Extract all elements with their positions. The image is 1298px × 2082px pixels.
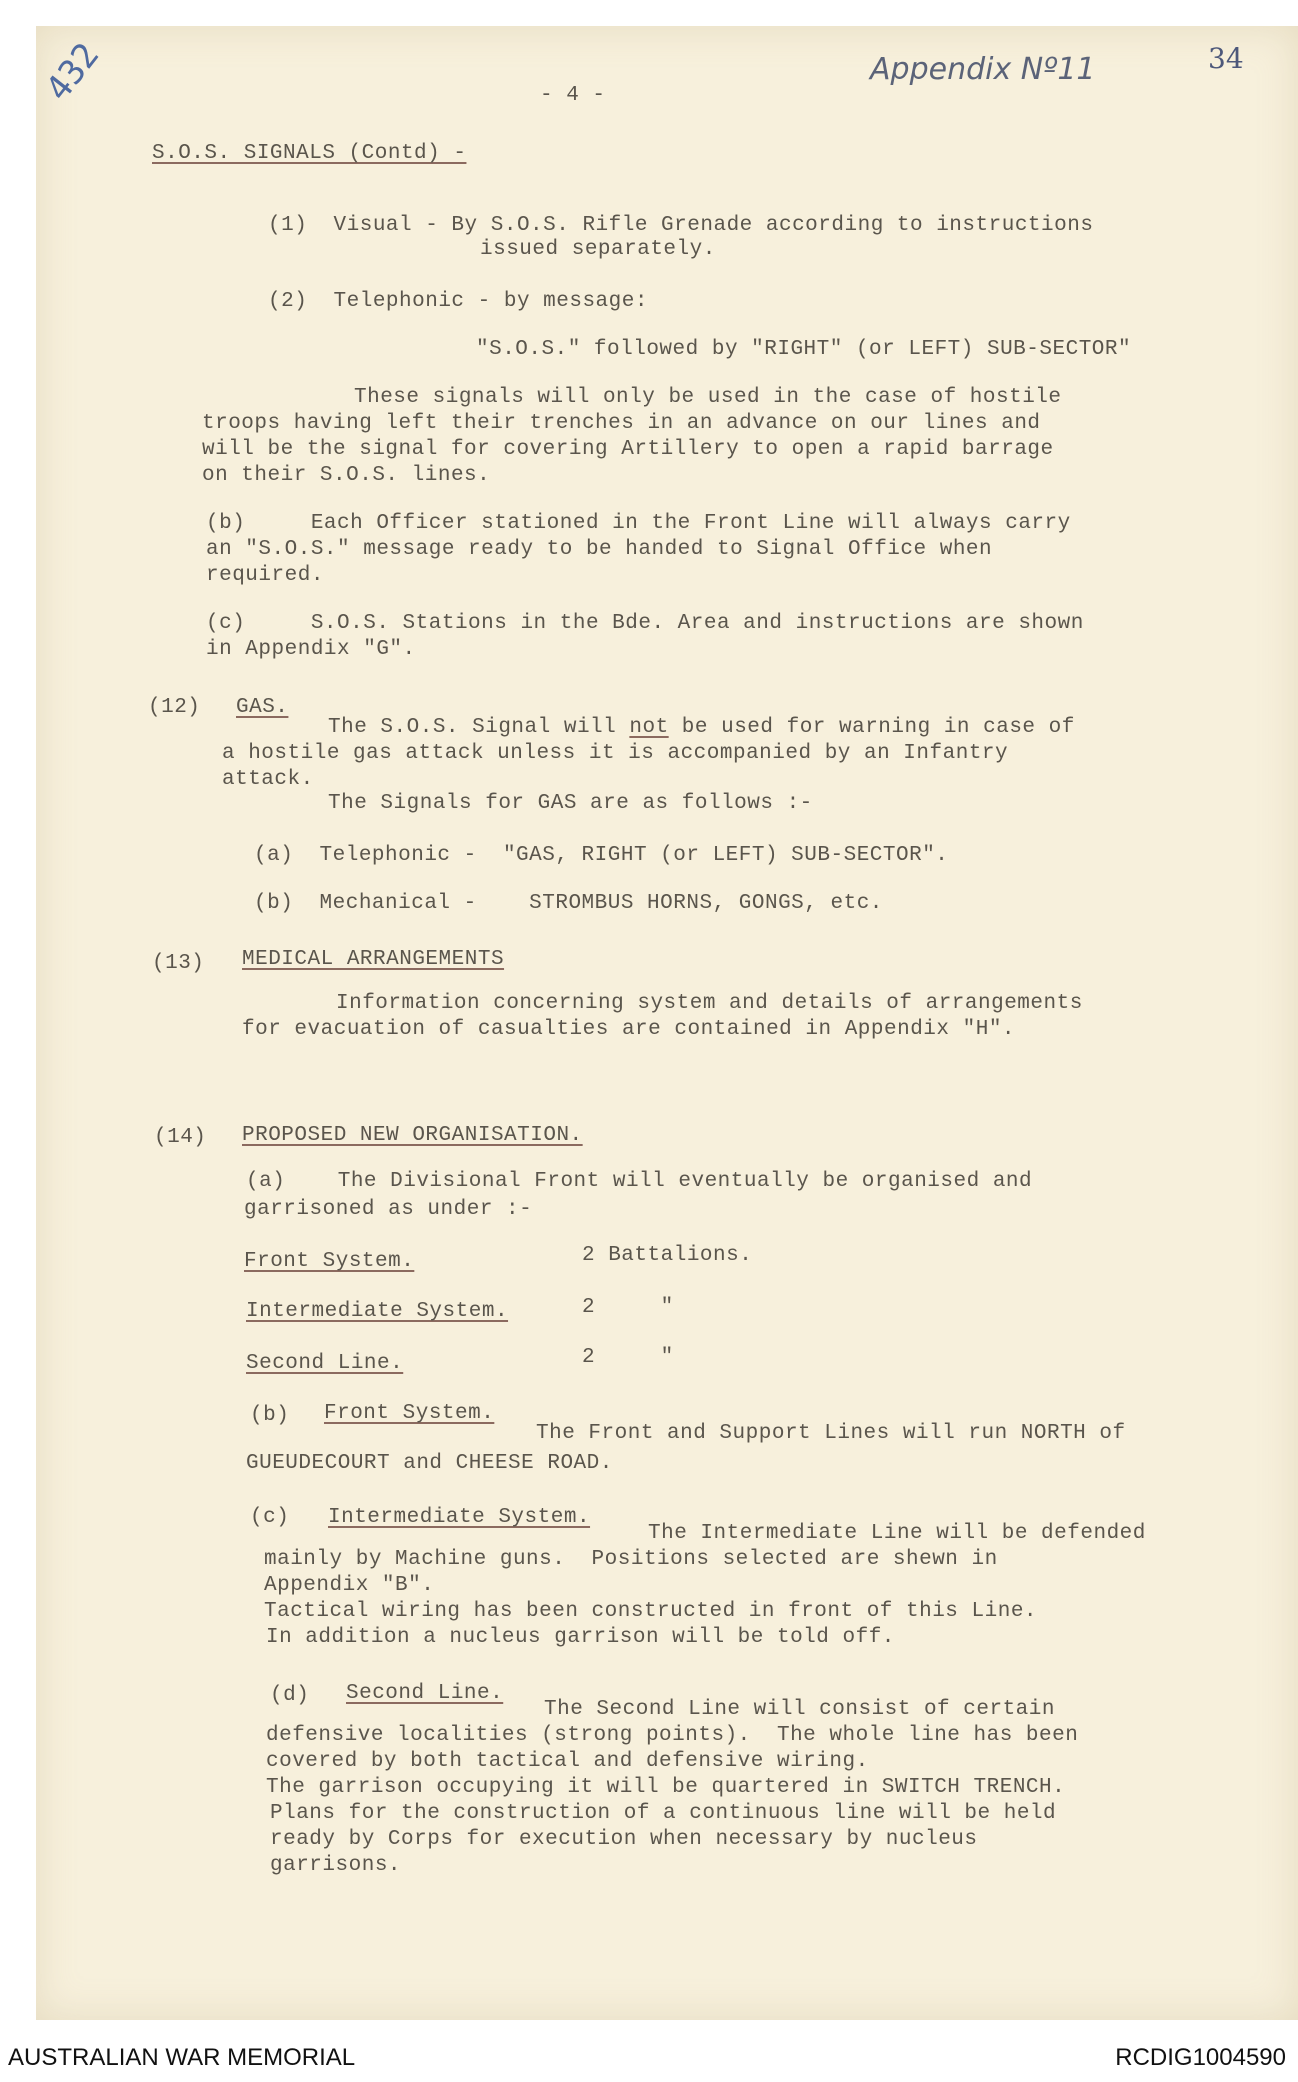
text-line: The Second Line will consist of certain	[544, 1698, 1055, 1721]
item-heading: Intermediate System.	[328, 1506, 591, 1529]
item-number: (b)	[250, 1404, 290, 1427]
text-line: covered by both tactical and defensive wiring.	[266, 1750, 869, 1773]
text-line: on their S.O.S. lines.	[202, 464, 491, 487]
text-line: The Signals for GAS are as follows :-	[328, 792, 813, 815]
text-line: (a) Telephonic - "GAS, RIGHT (or LEFT) SUB-SECTOR".	[254, 844, 949, 867]
text-line: The garrison occupying it will be quartered in SWITCH TRENCH.	[266, 1776, 1066, 1799]
front-system-label: Front System.	[244, 1250, 415, 1273]
text-line: issued separately.	[480, 238, 716, 261]
section-heading: S.O.S. SIGNALS (Contd) -	[152, 142, 467, 165]
text-line: garrisoned as under :-	[244, 1198, 533, 1221]
text-line: Plans for the construction of a continuous line will be held	[270, 1802, 1057, 1825]
page-number: - 4 -	[540, 84, 606, 107]
text-line: (b) Mechanical - STROMBUS HORNS, GONGS, etc.	[254, 892, 883, 915]
text-line: a hostile gas attack unless it is accompanied by an Infantry	[222, 742, 1009, 765]
text-line: Appendix "B".	[264, 1574, 435, 1597]
text-line: (b) Each Officer stationed in the Front Line will always carry	[206, 512, 1071, 535]
archive-stamp-number: 432	[38, 35, 108, 109]
intermediate-system-value: 2 "	[582, 1296, 674, 1319]
text-line: (1) Visual - By S.O.S. Rifle Grenade according to instructions	[268, 214, 1094, 237]
item-number: (c)	[250, 1506, 290, 1529]
item-number: (14)	[154, 1126, 207, 1149]
item-heading: PROPOSED NEW ORGANISATION.	[242, 1124, 583, 1147]
text-line: Tactical wiring has been constructed in front of this Line.	[264, 1600, 1038, 1623]
intermediate-system-label: Intermediate System.	[246, 1300, 509, 1323]
text-line: The Front and Support Lines will run NORTH of	[536, 1422, 1126, 1445]
text-line: ready by Corps for execution when necessary by nucleus	[270, 1828, 978, 1851]
text-line: troops having left their trenches in an advance on our lines and	[202, 412, 1041, 435]
text-line: will be the signal for covering Artillery to open a rapid barrage	[202, 438, 1054, 461]
text-line: (a) The Divisional Front will eventually be organised and	[246, 1170, 1033, 1193]
text-line: (c) S.O.S. Stations in the Bde. Area and instructions are shown	[206, 612, 1084, 635]
text-line: Information concerning system and details of arrangements	[336, 992, 1083, 1015]
item-number: (13)	[152, 952, 205, 975]
text-line: garrisons.	[270, 1854, 402, 1877]
text-part: The S.O.S. Signal will	[328, 716, 617, 739]
text-line: These signals will only be used in the case of hostile	[354, 386, 1062, 409]
front-system-value: 2 Battalions.	[582, 1244, 753, 1267]
second-line-value: 2 "	[582, 1346, 674, 1369]
text-line: mainly by Machine guns. Positions selected are shewn in	[264, 1548, 998, 1571]
folio-number: 34	[1208, 42, 1244, 75]
text-line: GUEUDECOURT and CHEESE ROAD.	[246, 1452, 613, 1475]
appendix-label: Appendix Nº11	[870, 52, 1096, 87]
item-heading: Second Line.	[346, 1682, 504, 1705]
emphasis-not: not	[629, 716, 669, 739]
text-line: defensive localities (strong points). The whole line has been	[266, 1724, 1079, 1747]
item-number: (12)	[148, 696, 201, 719]
item-heading: GAS.	[236, 696, 289, 719]
text-line: an "S.O.S." message ready to be handed to Signal Office when	[206, 538, 993, 561]
text-line: attack.	[222, 768, 314, 791]
text-line: The Intermediate Line will be defended	[648, 1522, 1146, 1545]
text-line: In addition a nucleus garrison will be told off.	[266, 1626, 895, 1649]
footer-institution: AUSTRALIAN WAR MEMORIAL	[8, 2044, 356, 2071]
second-line-label: Second Line.	[246, 1352, 404, 1375]
text-line	[328, 716, 1075, 739]
item-heading: Front System.	[324, 1402, 495, 1425]
text-line: "S.O.S." followed by "RIGHT" (or LEFT) SUB-SECTOR"	[476, 338, 1132, 361]
text-line: required.	[206, 564, 324, 587]
item-number: (d)	[270, 1684, 310, 1707]
item-heading: MEDICAL ARRANGEMENTS	[242, 948, 505, 971]
text-line: (2) Telephonic - by message:	[268, 290, 648, 313]
text-line: in Appendix "G".	[206, 638, 416, 661]
footer-identifier: RCDIG1004590	[1115, 2044, 1286, 2071]
text-part: be used for warning in case of	[681, 716, 1075, 739]
text-line: for evacuation of casualties are contained in Appendix "H".	[242, 1018, 1016, 1041]
